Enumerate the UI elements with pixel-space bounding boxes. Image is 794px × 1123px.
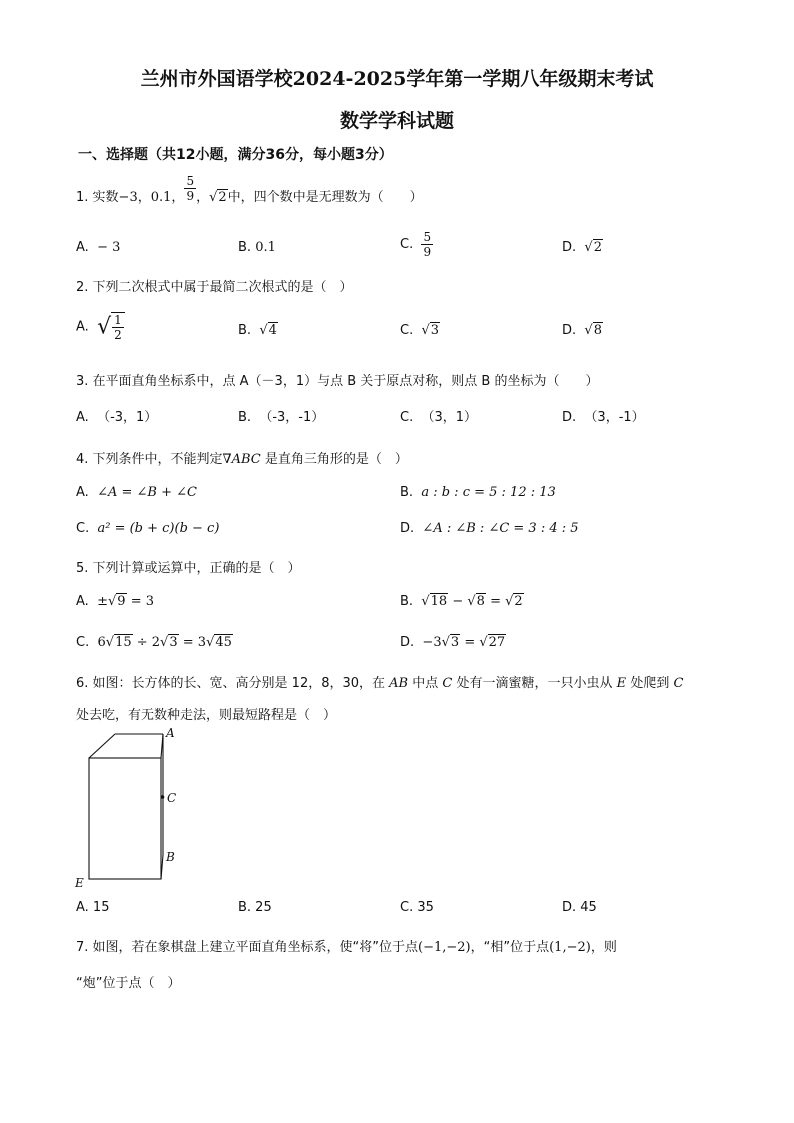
q2-option-d[interactable]: D. √8 xyxy=(562,323,602,338)
question-2-stem: 2. 下列二次根式中属于最简二次根式的是（ ） xyxy=(76,280,353,295)
question-7-stem-line1: 7. 如图，若在象棋盘上建立平面直角坐标系，使“将”位于点(−1,−2)，“相”位于点(1,−2)，则 xyxy=(76,940,617,955)
triangle-symbol: ∇ABC xyxy=(222,452,261,467)
question-4-stem: 4. 下列条件中，不能判定∇ABC 是直角三角形的是（ ） xyxy=(76,452,408,467)
q1-option-b[interactable]: B. 0.1 xyxy=(238,240,276,255)
q1-expr-neg3: −3 xyxy=(118,190,138,205)
question-3-stem: 3. 在平面直角坐标系中，点 A（－3，1）与点 B 关于原点对称，则点 B 的坐标为（ ） xyxy=(76,374,599,389)
q2-option-c[interactable]: C. √3 xyxy=(400,323,440,338)
q1-stem-end: 中，四个数中是无理数为（ ） xyxy=(227,190,423,205)
label-b: B xyxy=(166,850,175,864)
exam-subtitle: 数学学科试题 xyxy=(339,110,454,132)
q1-option-c[interactable]: C. $\frac{5}{9}$ xyxy=(400,230,432,259)
q1-expr-frac: $\frac{5}{9}$ xyxy=(186,174,195,203)
label-e: E xyxy=(75,876,84,890)
coord-xiang: (1,−2) xyxy=(549,940,591,955)
q1-stem-start: 1. 实数 xyxy=(76,190,119,205)
section-heading: 一、选择题（共12小题，满分36分，每小题3分） xyxy=(78,147,393,163)
q5-option-c[interactable]: C. 6√15 ÷ 2√3 = 3√45 xyxy=(76,635,232,650)
q2-option-a[interactable]: A. √ $\frac{1}{2}$ xyxy=(76,312,125,342)
label-c: C xyxy=(167,791,177,805)
q6-option-d[interactable]: D. 45 xyxy=(562,900,597,915)
exam-title: 兰州市外国语学校2024-2025学年第一学期八年级期末考试 xyxy=(140,68,654,90)
q3-option-c[interactable]: C. （3，1） xyxy=(400,410,478,425)
question-7-stem-line2: “炮”位于点（ ） xyxy=(76,976,181,991)
q2-option-b[interactable]: B. √4 xyxy=(238,323,277,338)
q6-option-a[interactable]: A. 15 xyxy=(76,900,110,915)
question-6-stem-line1: 6. 如图：长方体的长、宽、高分别是 12，8，30，在 AB 中点 C 处有一滴蜜糖，一只小虫从 E 处爬到 C xyxy=(76,676,684,691)
question-6-stem-line2: 处去吃，有无数种走法，则最短路程是（ ） xyxy=(76,708,337,723)
q4-option-c[interactable]: C. a² = (b + c)(b − c) xyxy=(76,521,220,536)
coord-jiang: (−1,−2) xyxy=(418,940,471,955)
q5-option-b[interactable]: B. √18 − √8 = √2 xyxy=(400,594,523,609)
q5-option-d[interactable]: D. −3√3 = √27 xyxy=(400,635,506,650)
q3-option-b[interactable]: B. （-3，-1） xyxy=(238,410,325,425)
q3-option-a[interactable]: A. （-3，1） xyxy=(76,410,158,425)
q4-option-a[interactable]: A. ∠A = ∠B + ∠C xyxy=(76,485,197,500)
q1-option-a[interactable]: A. − 3 xyxy=(76,240,121,255)
q4-option-d[interactable]: D. ∠A : ∠B : ∠C = 3 : 4 : 5 xyxy=(400,521,579,536)
q6-option-b[interactable]: B. 25 xyxy=(238,900,272,915)
q1-expr-01: 0.1 xyxy=(150,190,172,205)
question-1-stem: 1. 实数−3，0.1， $\frac{5}{9}$ ，√2中，四个数中是无理数为（ ） xyxy=(76,174,423,205)
label-a: A xyxy=(166,726,175,740)
q5-option-a[interactable]: A. ±√9 = 3 xyxy=(76,594,154,609)
q1-expr-sqrt2: √2 xyxy=(209,190,227,205)
q6-option-c[interactable]: C. 35 xyxy=(400,900,434,915)
q3-option-d[interactable]: D. （3，-1） xyxy=(562,410,645,425)
question-5-stem: 5. 下列计算或运算中，正确的是（ ） xyxy=(76,561,301,576)
q4-option-b[interactable]: B. a : b : c = 5 : 12 : 13 xyxy=(400,485,556,500)
cuboid-figure xyxy=(70,725,190,893)
q1-option-d[interactable]: D. √2 xyxy=(562,240,602,255)
